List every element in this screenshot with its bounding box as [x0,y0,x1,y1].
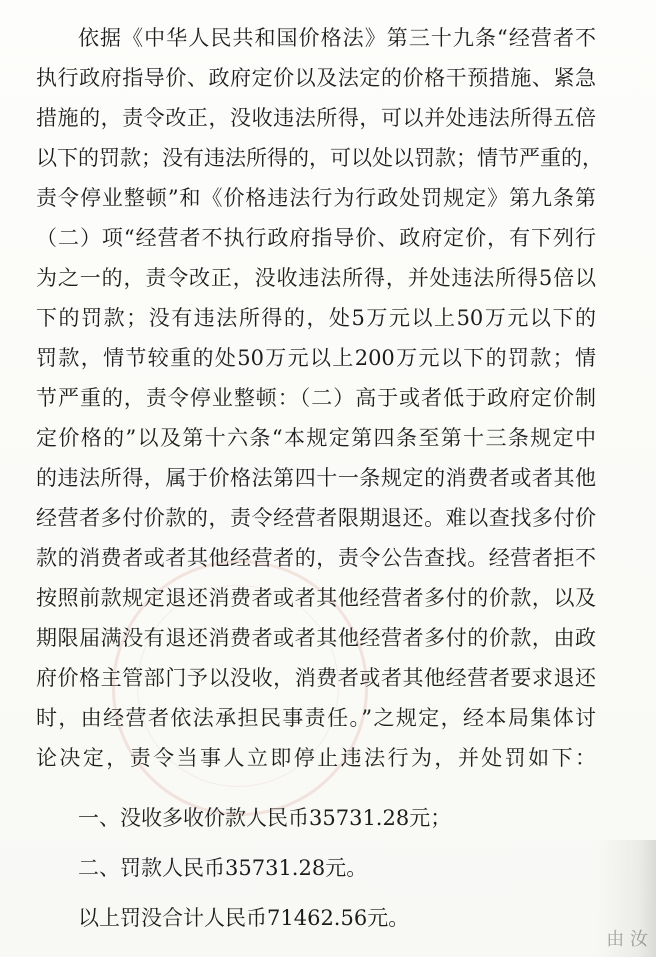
paragraph-line: 节严重的，责令停业整顿：（二）高于或者低于政府定价制 [36,386,596,410]
paragraph-line: 以下的罚款；没有违法所得的，可以处以罚款；情节严重的， [36,146,603,170]
paragraph-line: 期限届满没有退还消费者或者其他经营者多付的价款，由政 [36,626,596,650]
paragraph-line: 责令停业整顿”和《价格违法行为行政处罚规定》第九条第 [36,186,596,210]
page-edge-shadow [596,840,656,957]
paragraph-line: （二）项“经营者不执行政府指导价、政府定价，有下列行 [36,226,596,250]
paragraph-line: 府价格主管部门予以没收，消费者或者其他经营者要求退还 [36,666,596,690]
penalty-total: 以上罚没合计人民币71462.56元。 [78,906,410,930]
paragraph-line: 执行政府指导价、政府定价以及法定的价格干预措施、紧急 [36,66,596,90]
paragraph-line: 论决定，责令当事人立即停止违法行为，并处罚如下： [36,746,596,770]
paragraph-line: 罚款，情节较重的处50万元以上200万元以下的罚款；情 [36,346,596,370]
paragraph-line: 经营者多付价款的，责令经营者限期退还。难以查找多付价 [36,506,596,530]
paragraph-line: 下的罚款；没有违法所得的，处5万元以上50万元以下的 [36,306,596,330]
paragraph-line: 款的消费者或者其他经营者的，责令公告查找。经营者拒不 [36,546,596,570]
paragraph-line: 措施的，责令改正，没收违法所得，可以并处违法所得五倍 [36,106,596,130]
paragraph-line: 按照前款规定退还消费者或者其他经营者多付的价款，以及 [36,586,596,610]
margin-fragment-text: 由 汝 [606,929,648,950]
penalty-item-fine: 二、罚款人民币35731.28元。 [78,856,368,880]
paragraph-line: 为之一的，责令改正，没收违法所得，并处违法所得5倍以 [36,266,596,290]
paragraph-line: 依据《中华人民共和国价格法》第三十九条“经营者不 [78,26,596,50]
paragraph-line: 时，由经营者依法承担民事责任。”之规定，经本局集体讨 [36,706,596,730]
penalty-item-confiscation: 一、没收多收价款人民币35731.28元； [78,806,452,830]
paragraph-line: 定价格的”以及第十六条“本规定第四条至第十三条规定中 [36,426,596,450]
paragraph-line: 的违法所得，属于价格法第四十一条规定的消费者或者其他 [36,466,596,490]
